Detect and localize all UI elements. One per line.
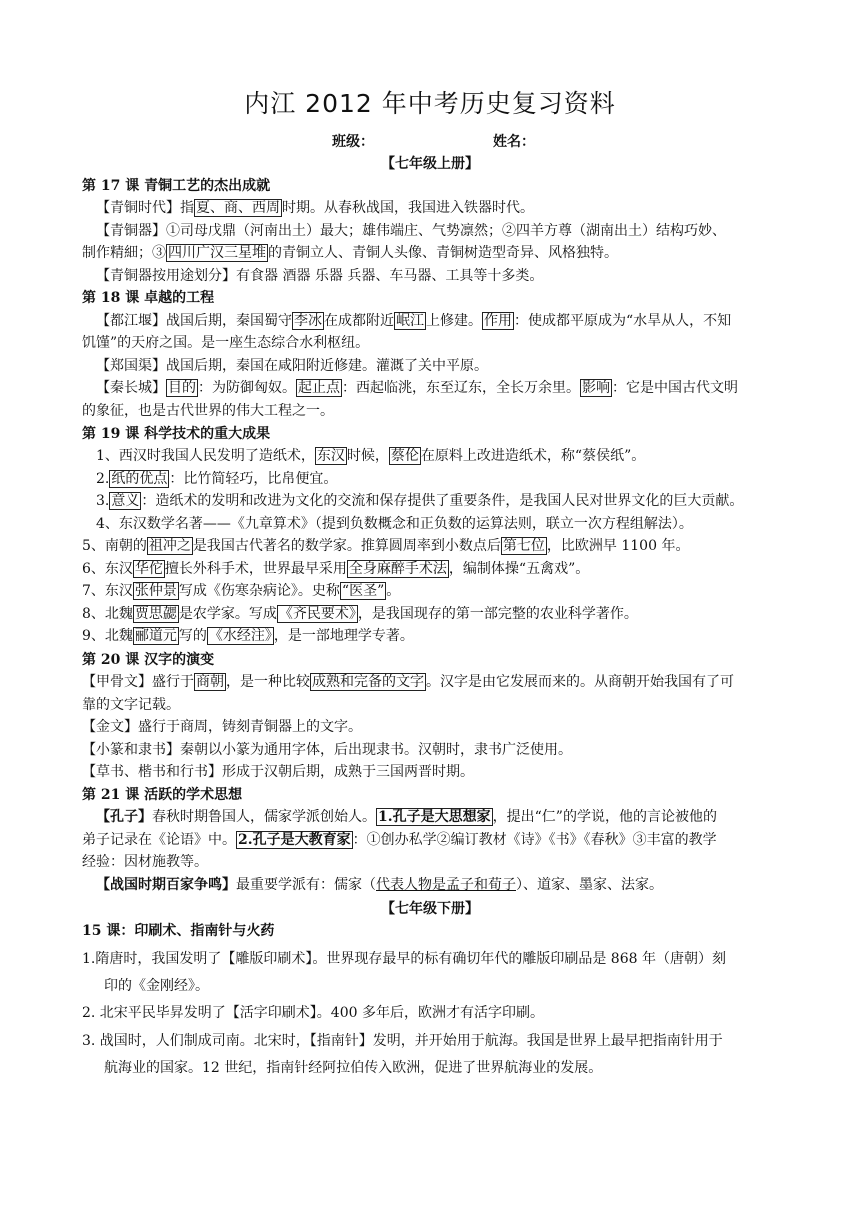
- list-item: 1、西汉时我国人民发明了造纸术， 东汉 时候， 蔡伦 在原料上改进造纸术，称“蔡侯纸”。: [96, 448, 646, 464]
- lesson-19-title: 第 19 课 科学技术的重大成果: [82, 426, 271, 442]
- list-item: 3. 意义 ：造纸术的发明和改进为文化的交流和保存提供了重要条件，是我国人民对世界文化的巨大贡献。: [96, 493, 744, 509]
- paragraph: 【郑国渠】战国后期，秦国在咸阳附近修建。灌溉了关中平原。: [96, 358, 488, 374]
- paragraph: 【小篆和隶书】秦朝以小篆为通用字体，后出现隶书。汉朝时，隶书广泛使用。: [82, 742, 572, 758]
- student-info-line: [0, 131, 860, 151]
- list-item: 印的《金刚经》。: [104, 978, 209, 994]
- paragraph: 靠的文字记载。: [82, 697, 180, 713]
- list-item: 1.隋唐时，我国发明了【雕版印刷术】。世界现存最早的标有确切年代的雕版印刷品是 868 年（唐朝）刻: [82, 951, 726, 967]
- paragraph: 【青铜时代】指 夏、商、西周 时期。从春秋战国，我国进入铁器时代。: [96, 200, 534, 216]
- paragraph: 【金文】盛行于商周，铸刻青铜器上的文字。: [82, 719, 362, 735]
- paragraph: 【战国时期百家争鸣】最重要学派有：儒家（代表人物是孟子和荀子）、道家、墨家、法家。: [96, 877, 663, 893]
- paragraph: 经验：因材施教等。: [82, 854, 208, 870]
- paragraph: 【青铜器】①司母戊鼎（河南出土）最大；雄伟端庄、气势凛然；②四羊方尊（湖南出土）结构巧妙、: [96, 223, 726, 239]
- lesson-21-title: 第 21 课 活跃的学术思想: [82, 787, 243, 803]
- list-item: 8、北魏 贾思勰 是农学家。写成 《齐民要术》 ，是我国现存的第一部完整的农业科学著作。: [82, 606, 638, 622]
- grade-section-heading: 【七年级上册】: [381, 156, 479, 172]
- lesson-18-title: 第 18 课 卓越的工程: [82, 290, 215, 306]
- paragraph: 饥馑”的天府之国。是一座生态综合水利枢纽。: [82, 335, 370, 351]
- list-item: 航海业的国家。12 世纪，指南针经阿拉伯传入欧洲，促进了世界航海业的发展。: [104, 1060, 603, 1076]
- paragraph: 的象征，也是古代世界的伟大工程之一。: [82, 403, 334, 419]
- paragraph: 【秦长城】 目的 ：为防御匈奴。 起止点 ：西起临洮，东至辽东，全长万余里。 影响 ：它是中国古代文明: [96, 380, 738, 396]
- paragraph: 【草书、楷书和行书】形成于汉朝后期，成熟于三国两晋时期。: [82, 764, 474, 780]
- list-item: 9、北魏 郦道元 写的 《水经注》 ，是一部地理学专著。: [82, 628, 414, 644]
- document-title: 内江 2012 年中考历史复习资料: [244, 89, 616, 118]
- name-label: 姓名：: [493, 134, 535, 150]
- list-item: 5、南朝的 祖冲之 是我国古代著名的数学家。推算圆周率到小数点后 第七位 ，比欧洲早 1100 年。: [82, 538, 690, 554]
- lesson-15-title: 15 课：印刷术、指南针与火药: [82, 923, 275, 939]
- list-item: 4、东汉数学名著——《九章算术》（提到负数概念和正负数的运算法则，联立一次方程组解法）。: [96, 516, 693, 532]
- list-item: 2. 北宋平民毕昇发明了【活字印刷术】。400 多年后，欧洲才有活字印刷。: [82, 1005, 544, 1021]
- list-item: 2. 纸的优点 ：比竹简轻巧，比帛便宜。: [96, 471, 338, 487]
- paragraph: 弟子记录在《论语》中。 2.孔子是大教育家 ：①创办私学②编订教材《诗》《书》《春秋》③丰富的教学: [82, 832, 717, 848]
- list-item: 7、东汉 张仲景 写成《伤寒杂病论》。史称 “医圣” 。: [82, 583, 401, 599]
- class-label: 班级：: [332, 134, 374, 150]
- lesson-17-title: 第 17 课 青铜工艺的杰出成就: [82, 178, 271, 194]
- lesson-20-title: 第 20 课 汉字的演变: [82, 652, 215, 668]
- grade-section-heading: 【七年级下册】: [381, 901, 479, 917]
- paragraph: 【都江堰】战国后期，秦国蜀守 李冰 在成都附近 岷江 上修建。 作用 ：使成都平原成为“水旱从人，不知: [96, 313, 732, 329]
- list-item: 6、东汉 华佗 擅长外科手术，世界最早采用 全身麻醉手术法 ，编制体操“五禽戏”。: [82, 561, 590, 577]
- paragraph: 【青铜器按用途划分】有食器 酒器 乐器 兵器、车马器、工具等十多类。: [96, 268, 544, 284]
- paragraph: 【孔子】春秋时期鲁国人，儒家学派创始人。 1.孔子是大思想家 ，提出“仁”的学说，他的言论被他的: [96, 809, 717, 825]
- list-item: 3. 战国时，人们制成司南。北宋时，【指南针】发明，并开始用于航海。我国是世界上最早把指南针用于: [82, 1033, 723, 1049]
- paragraph: 【甲骨文】盛行于 商朝 ，是一种比较 成熟和完备的文字 。汉字是由它发展而来的。从商朝开始我国有了可: [82, 674, 734, 690]
- paragraph: 制作精細；③ 四川广汉三星堆 的青铜立人、青铜人头像、青铜树造型奇异、风格独特。: [82, 245, 618, 261]
